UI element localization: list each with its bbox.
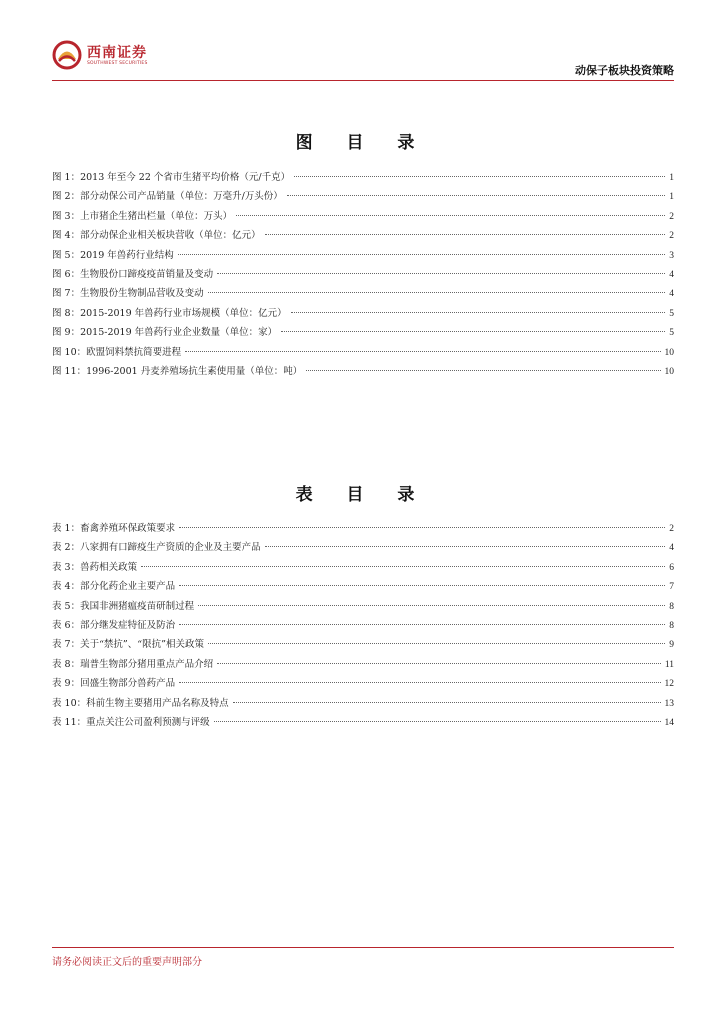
toc-entry-label: 图 7：生物股份生物制品营收及变动 xyxy=(52,288,204,300)
toc-page-number: 2 xyxy=(669,231,674,242)
figure-toc-entry[interactable] xyxy=(52,188,674,207)
logo-english-name: SOUTHWEST SECURITIES xyxy=(87,61,148,66)
toc-entry-label: 图 5：2019 年兽药行业结构 xyxy=(52,249,174,261)
toc-page-number: 7 xyxy=(669,582,674,593)
toc-leader-dots xyxy=(236,215,665,216)
toc-entry-label: 表 10：科前生物主要猪用产品名称及特点 xyxy=(52,697,229,709)
figure-toc-entry[interactable] xyxy=(52,285,674,304)
figure-toc-entry[interactable] xyxy=(52,169,674,188)
toc-page-number: 10 xyxy=(664,366,674,377)
toc-leader-dots xyxy=(287,195,665,196)
table-toc-entry[interactable] xyxy=(52,656,674,675)
toc-page-number: 1 xyxy=(669,173,674,183)
toc-leader-dots xyxy=(214,721,661,722)
toc-entry-label: 表 5：我国非洲猪瘟疫苗研制过程 xyxy=(52,600,195,612)
table-toc-entry[interactable] xyxy=(52,520,674,539)
figure-toc-entry[interactable] xyxy=(52,247,674,266)
toc-leader-dots xyxy=(179,585,665,586)
toc-entry-label: 表 3：兽药相关政策 xyxy=(52,561,138,573)
toc-leader-dots xyxy=(233,702,661,703)
toc-entry-label: 表 7：关于“禁抗”、“限抗”相关政策 xyxy=(52,639,204,651)
toc-entry-label: 表 11：重点关注公司盈利预测与评级 xyxy=(52,716,210,728)
toc-page-number: 8 xyxy=(669,620,674,631)
toc-leader-dots xyxy=(179,624,665,625)
toc-entry-label: 图 8：2015-2019 年兽药行业市场规模（单位：亿元） xyxy=(52,307,287,319)
toc-page-number: 4 xyxy=(669,269,674,280)
toc-page-number: 13 xyxy=(664,698,674,709)
toc-leader-dots xyxy=(306,370,660,371)
toc-entry-label: 表 6：部分继发症特征及防治 xyxy=(52,619,176,631)
toc-leader-dots xyxy=(217,663,661,664)
footer-disclaimer-notice: 请务必阅读正文后的重要声明部分 xyxy=(52,957,202,968)
toc-page-number: 10 xyxy=(664,347,674,358)
toc-entry-label: 表 1：畜禽养殖环保政策要求 xyxy=(52,523,176,534)
toc-entry-label: 图 10：欧盟饲料禁抗简要进程 xyxy=(52,346,182,358)
toc-page-number: 2 xyxy=(669,211,674,222)
toc-page-number: 11 xyxy=(664,659,674,670)
figure-toc-entry[interactable] xyxy=(52,363,674,382)
toc-page-number: 12 xyxy=(664,679,674,690)
toc-page-number: 1 xyxy=(669,192,674,203)
toc-page-number: 14 xyxy=(664,717,674,728)
toc-leader-dots xyxy=(265,234,666,235)
page-header xyxy=(52,40,674,80)
toc-page-number: 2 xyxy=(669,524,674,534)
toc-leader-dots xyxy=(281,331,665,332)
toc-page-number: 9 xyxy=(669,640,674,651)
logo-chinese-name: 西南证券 xyxy=(87,45,147,61)
toc-entry-label: 表 2：八家拥有口蹄疫生产资质的企业及主要产品 xyxy=(52,542,261,554)
footer-divider xyxy=(52,947,674,948)
toc-page-number: 8 xyxy=(669,601,674,612)
figure-toc-entry[interactable] xyxy=(52,305,674,324)
toc-leader-dots xyxy=(178,254,665,255)
toc-entry-label: 图 1：2013 年至今 22 个省市生猪平均价格（元/千克） xyxy=(52,172,291,183)
toc-leader-dots xyxy=(179,682,660,683)
table-toc-entry[interactable] xyxy=(52,578,674,597)
toc-entry-label: 图 4：部分动保企业相关板块营收（单位：亿元） xyxy=(52,230,261,242)
figure-toc-entry[interactable] xyxy=(52,344,674,363)
toc-page-number: 4 xyxy=(669,543,674,554)
toc-entry-label: 图 3：上市猪企生猪出栏量（单位：万头） xyxy=(52,210,233,222)
toc-leader-dots xyxy=(294,176,665,177)
toc-entry-label: 图 2：部分动保公司产品销量（单位：万毫升/万头份） xyxy=(52,191,283,203)
toc-entry-label: 图 11：1996-2001 丹麦养殖场抗生素使用量（单位：吨） xyxy=(52,365,303,377)
table-toc-entry[interactable] xyxy=(52,675,674,694)
toc-page-number: 4 xyxy=(669,289,674,300)
toc-leader-dots xyxy=(265,546,666,547)
document-title: 动保子板块投资策略 xyxy=(575,64,674,77)
toc-leader-dots xyxy=(179,527,665,528)
toc-entry-label: 图 9：2015-2019 年兽药行业企业数量（单位：家） xyxy=(52,327,278,339)
toc-leader-dots xyxy=(198,605,665,606)
toc-leader-dots xyxy=(217,273,665,274)
tables-toc-list xyxy=(52,520,674,733)
table-toc-entry[interactable] xyxy=(52,695,674,714)
table-toc-entry[interactable] xyxy=(52,714,674,733)
figure-toc-entry[interactable] xyxy=(52,227,674,246)
toc-leader-dots xyxy=(208,643,665,644)
toc-page-number: 6 xyxy=(669,562,674,573)
toc-entry-label: 图 6：生物股份口蹄疫疫苗销量及变动 xyxy=(52,268,214,280)
figure-toc-entry[interactable] xyxy=(52,208,674,227)
toc-leader-dots xyxy=(185,351,660,352)
table-toc-entry[interactable] xyxy=(52,559,674,578)
table-toc-entry[interactable] xyxy=(52,539,674,558)
toc-page-number: 5 xyxy=(669,328,674,339)
toc-entry-label: 表 4：部分化药企业主要产品 xyxy=(52,581,176,593)
figure-toc-entry[interactable] xyxy=(52,324,674,343)
toc-entry-label: 表 8：瑞普生物部分猪用重点产品介绍 xyxy=(52,658,214,670)
table-toc-entry[interactable] xyxy=(52,636,674,655)
figure-toc-entry[interactable] xyxy=(52,266,674,285)
toc-entry-label: 表 9：回盛生物部分兽药产品 xyxy=(52,678,176,690)
toc-page-number: 5 xyxy=(669,308,674,319)
figures-toc-title: 图 目 录 xyxy=(295,133,429,153)
table-toc-entry[interactable] xyxy=(52,598,674,617)
toc-leader-dots xyxy=(141,566,665,567)
company-logo-icon xyxy=(52,40,82,70)
tables-toc-title: 表 目 录 xyxy=(295,485,429,505)
figures-toc-list xyxy=(52,169,674,382)
table-toc-entry[interactable] xyxy=(52,617,674,636)
header-divider xyxy=(52,80,674,81)
toc-page-number: 3 xyxy=(669,250,674,261)
toc-leader-dots xyxy=(291,312,666,313)
toc-leader-dots xyxy=(208,292,666,293)
